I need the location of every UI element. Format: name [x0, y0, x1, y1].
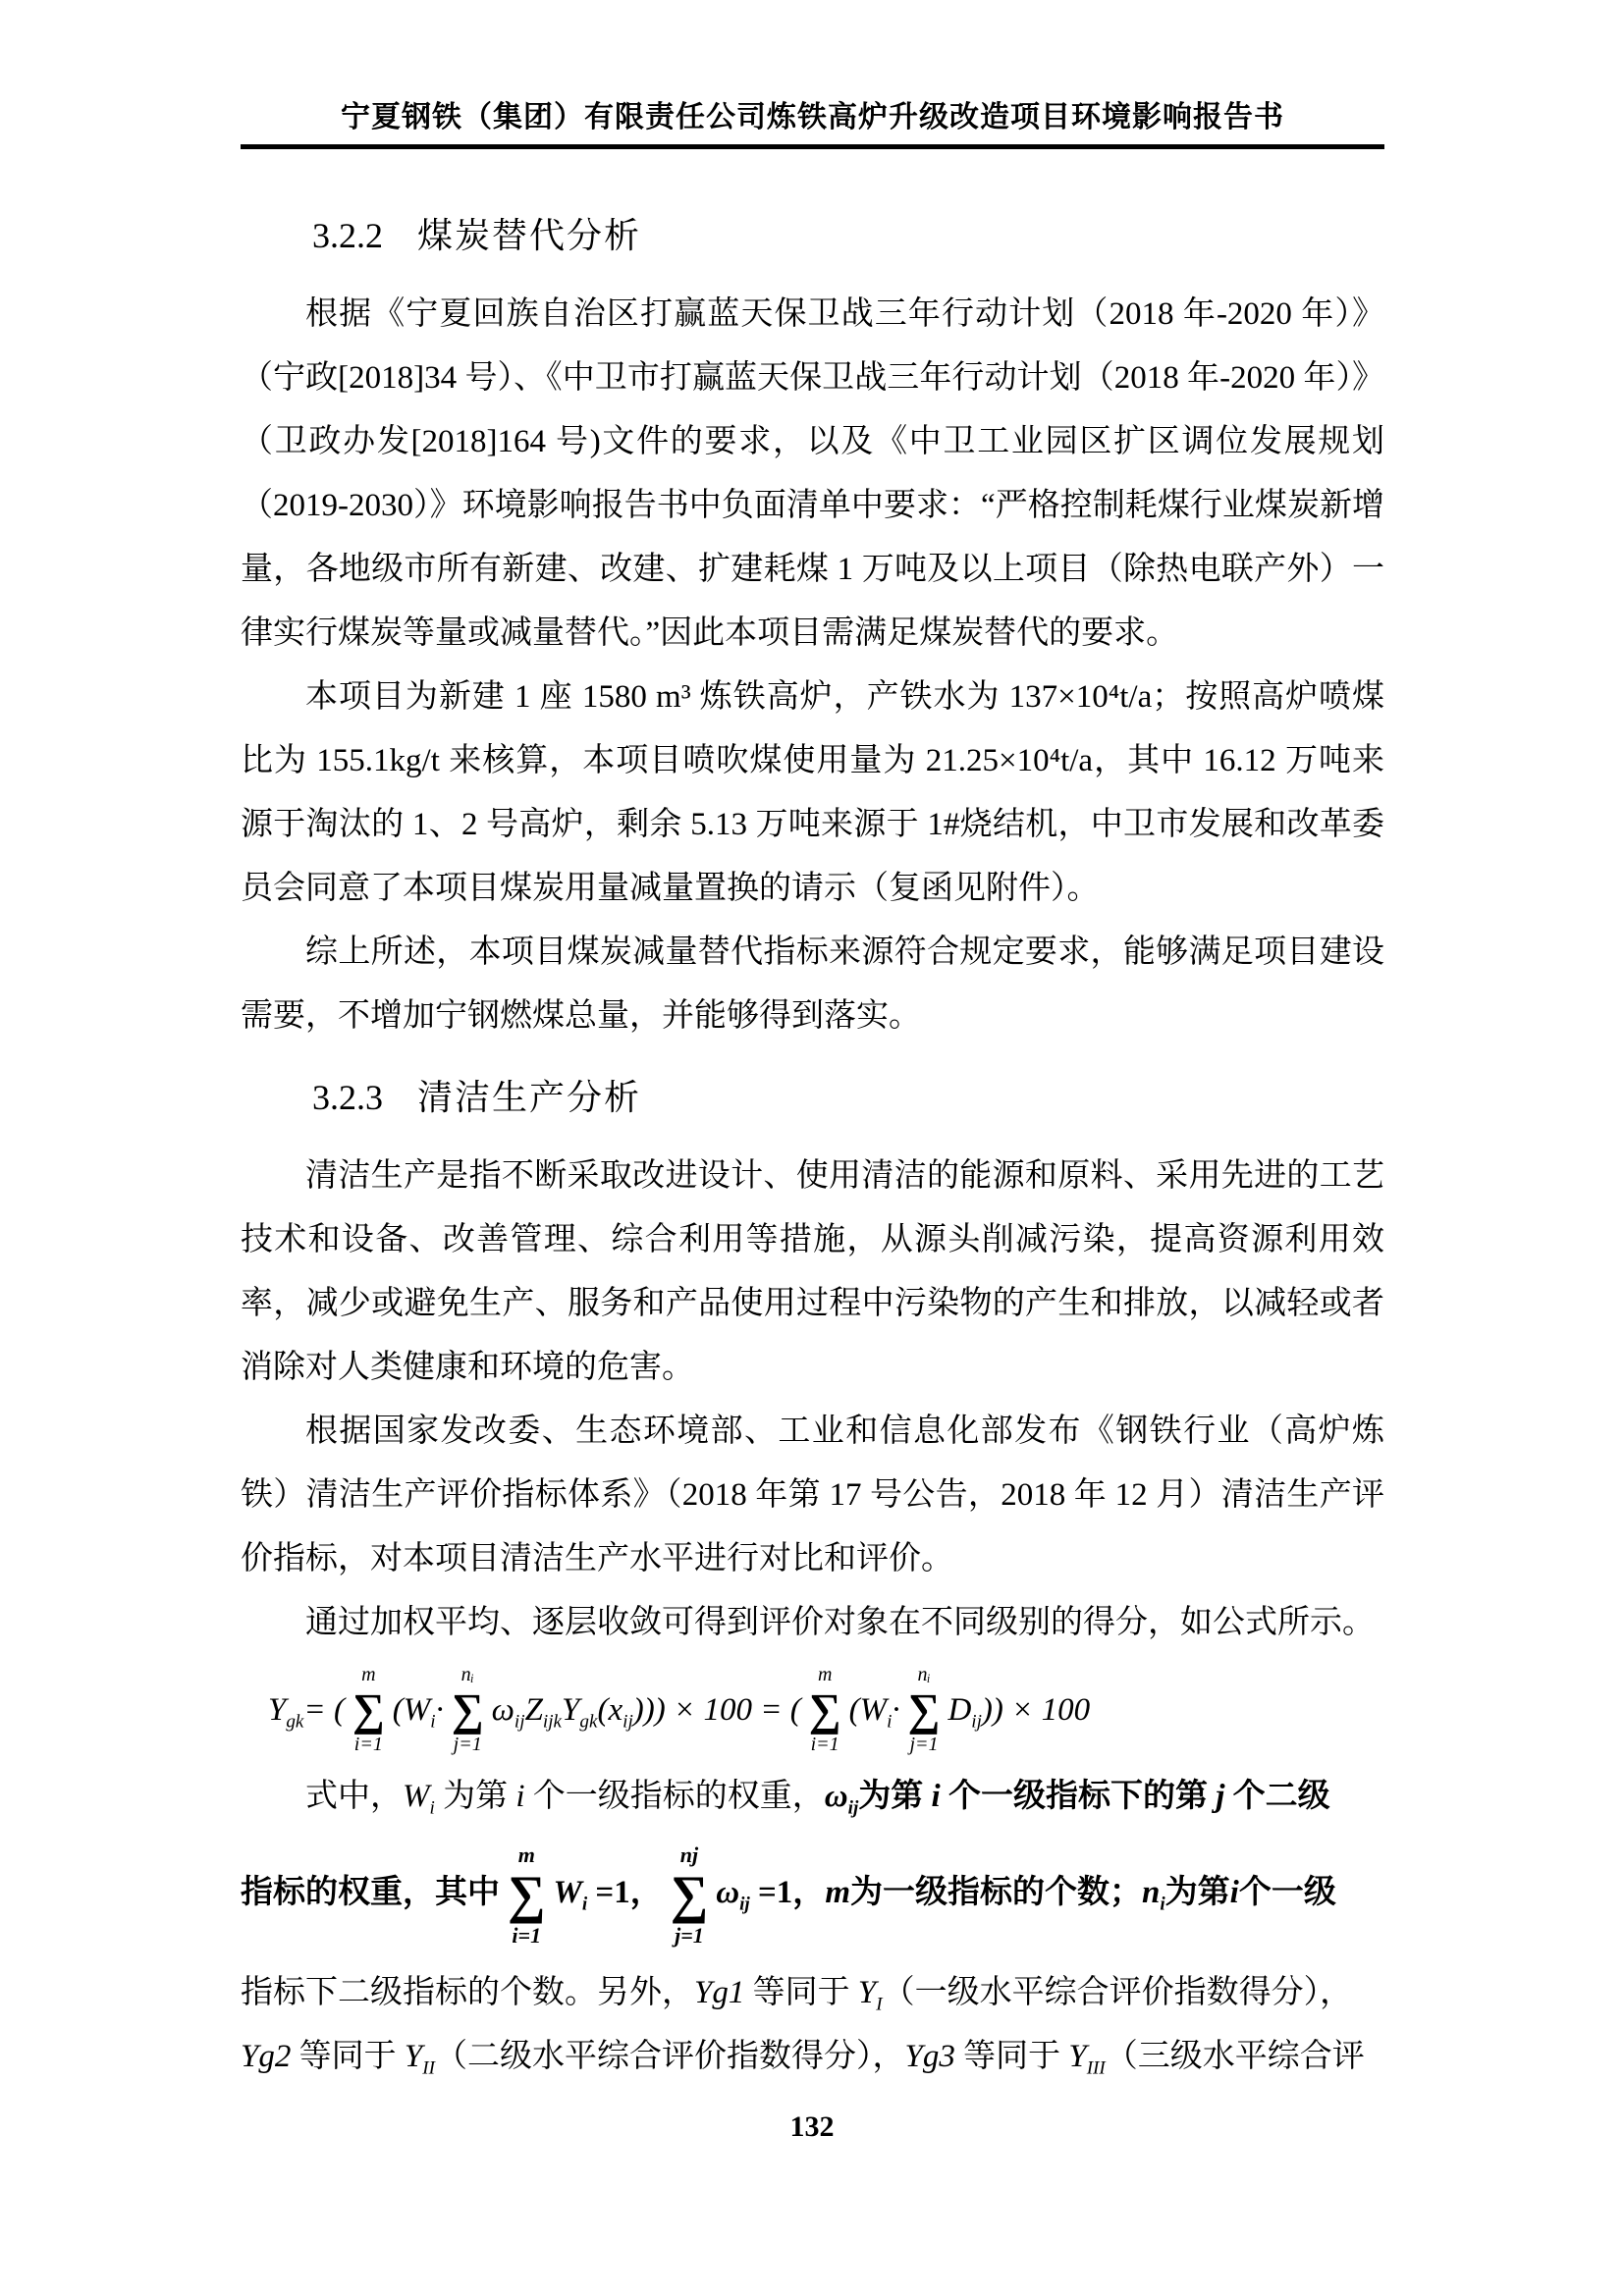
formula-text: （二级水平综合评价指数得分），	[434, 2039, 905, 2075]
formula-variable: Yg1	[694, 1975, 745, 2011]
formula-variable: j	[1216, 1779, 1225, 1814]
formula-variable: $W_i$	[859, 1691, 893, 1733]
header-rule	[241, 144, 1384, 149]
formula-variable: i	[1229, 1875, 1239, 1911]
paragraph-coal-policy: 根据《宁夏回族自治区打赢蓝天保卫战三年行动计划（2018 年-2020 年）》（宁政[2018]34 号）、《中卫市打赢蓝天保卫战三年行动计划（2018 年-2020 年）》（卫政办发[2018]164 号)文件的要求，以及《中卫工业园区扩区调位发展规划（2019-2030）》环境影响报告书中负面清单中要求：“严格控制耗煤行业煤炭新增量，各地级市所有新建、改建、扩建耗煤 1 万吨及以上项目（除热电联产外）一律实行煤炭等量或减量替代。”因此本项目需满足煤炭替代的要求。	[241, 296, 1384, 651]
formula-explanation-3	[241, 1961, 1384, 2025]
formula-variable: $\omega_{ij}$	[491, 1691, 525, 1733]
formula-main	[268, 1655, 1384, 1765]
formula-variable: $Y_{gk}$	[268, 1691, 304, 1733]
sum-symbol: m ∑ i=1	[808, 1663, 841, 1756]
section-number: 3.2.3	[312, 1078, 383, 1117]
formula-text: (	[597, 1691, 609, 1728]
formula-explanation-2	[241, 1829, 1384, 1961]
sum-symbol: nᵢ ∑ j=1	[907, 1663, 941, 1756]
section-heading-322	[312, 204, 1384, 268]
formula-explanation-1	[241, 1765, 1384, 1829]
formula-text: 为第	[434, 1779, 516, 1814]
formula-text: ·	[892, 1691, 900, 1728]
paragraph-clean-production-standard: 根据国家发改委、生态环境部、工业和信息化部发布《钢铁行业（高炉炼铁）清洁生产评价指标体系》（2018 年第 17 号公告，2018 年 12 月）清洁生产评价指标，对本项目清洁生产水平进行对比和评价。	[241, 1414, 1384, 1576]
formula-text: =1，	[749, 1875, 826, 1911]
formula-text: = (	[303, 1691, 345, 1728]
formula-variable: $\omega_{ij}$	[716, 1875, 750, 1915]
formula-text: 个一级	[1238, 1875, 1336, 1911]
formula-variable: $Y_{III}$	[1068, 2039, 1106, 2079]
sum-symbol: nj ∑ j=1	[670, 1842, 709, 1948]
header-title: 宁夏钢铁（集团）有限责任公司炼铁高炉升级改造项目环境影响报告书	[341, 101, 1284, 133]
formula-variable: $W_i$	[403, 1691, 436, 1733]
formula-text: 个一级指标的权重，	[524, 1779, 825, 1814]
page-number: 132	[789, 2110, 835, 2143]
formula-variable: $Z_{ijk}$	[524, 1691, 563, 1733]
formula-text: （三级水平综合评	[1105, 2039, 1365, 2075]
formula-variable: i	[515, 1779, 525, 1814]
paragraph-clean-production-definition: 清洁生产是指不断采取改进设计、使用清洁的能源和原料、采用先进的工艺技术和设备、改善管理、综合利用等措施，从源头削减污染，提高资源利用效率，减少或避免生产、服务和产品使用过程中污染物的产生和排放，以减轻或者消除对人类健康和环境的危害。	[241, 1158, 1384, 1385]
section-title: 煤炭替代分析	[417, 216, 642, 255]
formula-text: =1，	[587, 1875, 663, 1911]
formula-explanation-4	[241, 2025, 1384, 2089]
running-header	[241, 100, 1384, 149]
formula-text: 式中，	[305, 1779, 403, 1814]
formula-variable: $W_i$	[553, 1875, 588, 1915]
formula-text: 个一级指标下的第	[940, 1779, 1217, 1814]
section-title: 清洁生产分析	[417, 1078, 642, 1117]
formula-variable: m	[825, 1875, 850, 1911]
sum-symbol: m ∑ i=1	[352, 1663, 385, 1756]
formula-text: (	[848, 1691, 860, 1728]
formula-variable: $D_{ij}$	[947, 1691, 982, 1733]
formula-variable: i	[931, 1779, 941, 1814]
paragraph-formula-intro: 通过加权平均、逐层收敛可得到评价对象在不同级别的得分，如公式所示。	[305, 1605, 1375, 1640]
formula-text: 等同于	[744, 1975, 858, 2011]
formula-variable: $Y_{gk}$	[562, 1691, 598, 1733]
formula-variable: $Y_{II}$	[404, 2039, 435, 2079]
sum-symbol: m ∑ i=1	[508, 1842, 546, 1948]
formula-text: )) × 100	[981, 1691, 1091, 1728]
paragraph-coal-conclusion: 综上所述，本项目煤炭减量替代指标来源符合规定要求，能够满足项目建设需要，不增加宁钢燃煤总量，并能够得到落实。	[241, 934, 1384, 1034]
formula-text: 为一级指标的个数；	[849, 1875, 1142, 1911]
formula-text: 指标下二级指标的个数。另外，	[241, 1975, 694, 2011]
formula-text: 为第	[1164, 1875, 1230, 1911]
formula-text: ·	[435, 1691, 444, 1728]
formula-text: 等同于	[954, 2039, 1069, 2075]
formula-text: （一级水平综合评价指数得分），	[882, 1975, 1353, 2011]
formula-text: ))) × 100 = (	[632, 1691, 801, 1728]
formula-variable: $Y_I$	[857, 1975, 883, 2015]
formula-text: 为第	[858, 1779, 932, 1814]
formula-variable: Yg3	[904, 2039, 955, 2075]
formula-variable: $x_{ij}$	[608, 1691, 633, 1733]
sum-symbol: nᵢ ∑ j=1	[451, 1663, 484, 1756]
formula-variable: $W_i$	[403, 1779, 435, 1819]
section-number: 3.2.2	[312, 216, 383, 255]
formula-text: (	[392, 1691, 404, 1728]
formula-variable: $\omega_{ij}$	[824, 1779, 859, 1819]
formula-text: 等同于	[291, 2039, 405, 2075]
formula-text: 指标的权重，其中	[241, 1875, 500, 1911]
formula-text: 个二级	[1224, 1779, 1330, 1814]
formula-variable: $n_i$	[1141, 1875, 1165, 1915]
formula-variable: Yg2	[241, 2039, 292, 2075]
paragraph-coal-usage: 本项目为新建 1 座 1580 m³ 炼铁高炉，产铁水为 137×10⁴t/a；按照高炉喷煤比为 155.1kg/t 来核算，本项目喷吹煤使用量为 21.25×10⁴t/a，其中 16.12 万吨来源于淘汰的 1、2 号高炉，剩余 5.13 万吨来源于 1#烧结机，中卫市发展和改革委员会同意了本项目煤炭用量减量置换的请示（复函见附件）。	[241, 679, 1384, 906]
section-heading-323	[312, 1066, 1384, 1130]
page-content	[241, 187, 1384, 2089]
